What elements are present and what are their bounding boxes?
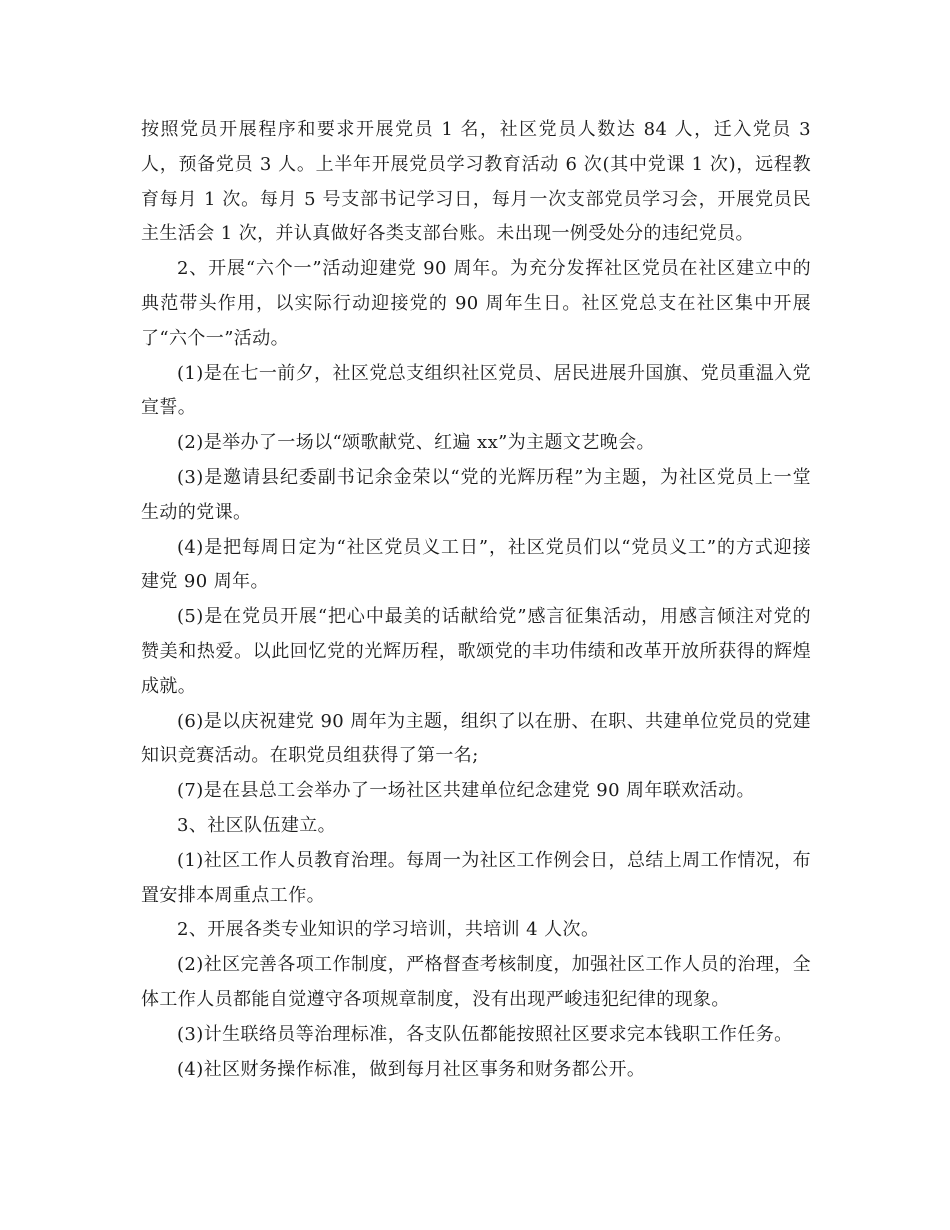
paragraph-team-item-4-finance: (4)社区财务操作标准，做到每月社区事务和财务都公开。	[177, 1058, 646, 1080]
paragraph-training: 2、开展各类专业知识的学习培训，共培训 4 人次。	[177, 919, 600, 941]
paragraph-item-3-party-lecture: (3)是邀请县纪委副书记余金荣以“党的光辉历程”为主题，为社区党员上一堂生动的党课。	[141, 466, 811, 523]
paragraph-team-item-2-regulations: (2)社区完善各项工作制度，严格督查考核制度，加强社区工作人员的治理，全体工作人员都能自觉遵守各项规章制度，没有出现严峻违犯纪律的现象。	[141, 954, 811, 1010]
paragraph-membership-summary: 按照党员开展程序和要求开展党员 1 名，社区党员人数达 84 人，迁入党员 3 人，预备党员 3 人。上半年开展党员学习教育活动 6 次(其中党课 1 次)，远程教育每月 1 次。每月 5 号支部书记学习日，每月一次支部党员学习会，开展党员民主生活会 1 次，并认真做好各类支部台账。未出现一例受处分的违纪党员。	[141, 119, 811, 245]
paragraph-section-3-heading: 3、社区队伍建立。	[177, 814, 337, 836]
document-page	[141, 113, 811, 1087]
paragraph-item-1-flag-raising: (1)是在七一前夕，社区党总支组织社区党员、居民进展升国旗、党员重温入党宣誓。	[141, 362, 811, 419]
paragraph-item-5-testimonials: (5)是在党员开展“把心中最美的话献给党”感言征集活动，用感言倾注对党的赞美和热爱。以此回忆党的光辉历程，歌颂党的丰功伟绩和改革开放所获得的辉煌成就。	[141, 606, 811, 697]
paragraph-item-6-knowledge-contest: (6)是以庆祝建党 90 周年为主题，组织了以在册、在职、共建单位党员的党建知识竞赛活动。在职党员组获得了第一名;	[141, 710, 811, 767]
paragraph-item-2-gala: (2)是举办了一场以“颂歌献党、红遍 xx”为主题文艺晚会。	[177, 432, 655, 454]
paragraph-six-ones-activity: 2、开展“六个一”活动迎建党 90 周年。为充分发挥社区党员在社区建立中的典范带头作用，以实际行动迎接党的 90 周年生日。社区党总支在社区集中开展了“六个一”活动。	[141, 258, 811, 349]
paragraph-item-4-volunteer-day: (4)是把每周日定为“社区党员义工日”，社区党员们以“党员义工”的方式迎接建党 90 周年。	[141, 536, 811, 593]
paragraph-team-item-3-liaison: (3)计生联络员等治理标准，各支队伍都能按照社区要求完本钱职工作任务。	[177, 1023, 793, 1045]
paragraph-item-7-celebration: (7)是在县总工会举办了一场社区共建单位纪念建党 90 周年联欢活动。	[177, 780, 755, 802]
paragraph-team-item-1-staff-education: (1)社区工作人员教育治理。每周一为社区工作例会日，总结上周工作情况，布置安排本周重点工作。	[141, 849, 811, 906]
